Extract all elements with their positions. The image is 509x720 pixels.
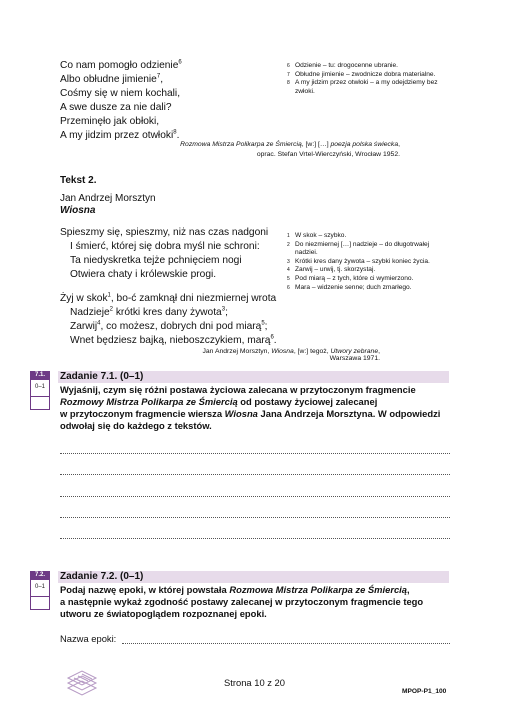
poem-1-line: A my jidzim przez otwłoki$^8$. bbox=[60, 129, 180, 141]
footnote: 3 Krótki kres dany żywota – szybki koniec życia. bbox=[287, 257, 430, 265]
footnote: 5 Pod miarą – z tych, które ci wymierzono. bbox=[287, 274, 414, 282]
poem-2-line: Spieszmy się, spieszmy, niż nas czas nadgoni bbox=[60, 227, 269, 238]
task-7-2-badge: 7.2. 0–1 bbox=[30, 571, 50, 610]
answer-line[interactable] bbox=[60, 453, 450, 454]
footnote: 8 A my jidzim przez otwłoki – a my odejdziemy bez zwłoki. bbox=[287, 79, 438, 95]
poem-1-line: Cośmy się w niem kochali, bbox=[60, 88, 181, 99]
poem-1-line: A swe dusze za nie dali? bbox=[60, 102, 172, 113]
poem-1 bbox=[60, 59, 182, 143]
answer-line[interactable] bbox=[60, 517, 450, 518]
poem-2-line: Otwiera chaty i królewskie progi. bbox=[70, 269, 217, 280]
exam-code: MPOP-P1_100 bbox=[402, 688, 447, 695]
poem-2-line: Żyj w skok$^1$, bo-ć zamknął dni niezmiernej wrota bbox=[60, 292, 277, 304]
text-2-title: Wiosna bbox=[60, 205, 96, 216]
poem-1-line: Albo obłudne jimienie$^7$, bbox=[60, 73, 164, 85]
poem-1-line: Co nam pomogło odzienie$^6$ bbox=[60, 59, 182, 71]
text-2-author: Jan Andrzej Morsztyn bbox=[60, 193, 156, 204]
answer-line[interactable] bbox=[60, 496, 450, 497]
task-7-2-title: Zadanie 7.2. (0–1) bbox=[60, 571, 144, 582]
footnotes-1 bbox=[287, 62, 447, 96]
task-7-1-title: Zadanie 7.1. (0–1) bbox=[60, 371, 144, 382]
footnote: 7 Obłudne jimienie – zwodnicze dobra materialne. bbox=[287, 70, 436, 78]
epoch-name-label: Nazwa epoki: bbox=[60, 633, 117, 644]
page-number: Strona 10 z 20 bbox=[224, 677, 285, 688]
task-7-2-header bbox=[58, 571, 449, 583]
task-7-1-instruction: Wyjaśnij, czym się różni postawa życiowa zalecana w przytoczonym fragmencie Rozmowy Mistrza Polikarpa ze Śmiercią od postawy życiowej zalecanej w przytoczonym fragmencie wiersza Wiosna Jana Andrzeja Morsztyna. W odpowiedzi odwołaj się do każdego z tekstów. bbox=[60, 384, 441, 431]
task-7-1-badge: 7.1. 0–1 bbox=[30, 371, 50, 410]
text-2-label: Tekst 2. bbox=[60, 175, 97, 186]
poem-2-line: I śmierć, której się dobra myśl nie schroni: bbox=[70, 241, 260, 252]
poem-2 bbox=[60, 226, 277, 348]
task-7-2-instruction: Podaj nazwę epoki, w której powstała Rozmowa Mistrza Polikarpa ze Śmiercią, a następnie wykaż zgodność postawy zalecanej w przytoczonym fragmencie tego utworu ze światopoglądem rozpoznanej epoki. bbox=[60, 584, 424, 619]
epoch-name-field[interactable] bbox=[122, 643, 450, 644]
footnote: 4 Zarwij – urwij, tj. skorzystaj. bbox=[287, 266, 376, 274]
poem-2-line: Nadzieje$^2$ krótki kres dany żywota$^3$; bbox=[70, 306, 228, 318]
poem-2-line: Zarwij$^4$, co możesz, dobrych dni pod miarą$^5$; bbox=[70, 320, 268, 332]
answer-line[interactable] bbox=[60, 538, 450, 539]
footnotes-2 bbox=[287, 232, 447, 292]
answer-line[interactable] bbox=[60, 474, 450, 475]
source-1: Rozmowa Mistrza Polikarpa ze Śmiercią, [w:] […] poezja polska świecka, oprac. Stefan Vrtel-Wierczyński, Wrocław 1952. bbox=[180, 141, 400, 158]
footnote: 1 W skok – szybko. bbox=[287, 232, 347, 239]
task-7-1-header bbox=[58, 371, 449, 383]
poem-2-line: Wnet będziesz bajką, nieboszczykiem, marą$^6$. bbox=[70, 334, 277, 346]
source-2: Jan Andrzej Morsztyn, Wiosna, [w:] tegoż, Utwory zebrane, Warszawa 1971. bbox=[202, 348, 380, 362]
footnote: 6 Odzienie – tu: drogocenne ubranie. bbox=[287, 62, 399, 69]
poem-2-line: Ta niedyskretka tejże pchnięciem nogi bbox=[70, 255, 242, 266]
footnote: 2 Do niezmiernej […] nadzieje – do długotrwałej nadziei. bbox=[287, 240, 430, 257]
footnote: 6 Mara – widzenie senne; duch zmarłego. bbox=[287, 283, 412, 291]
poem-1-line: Przeminęło jak obłoki, bbox=[60, 116, 160, 127]
